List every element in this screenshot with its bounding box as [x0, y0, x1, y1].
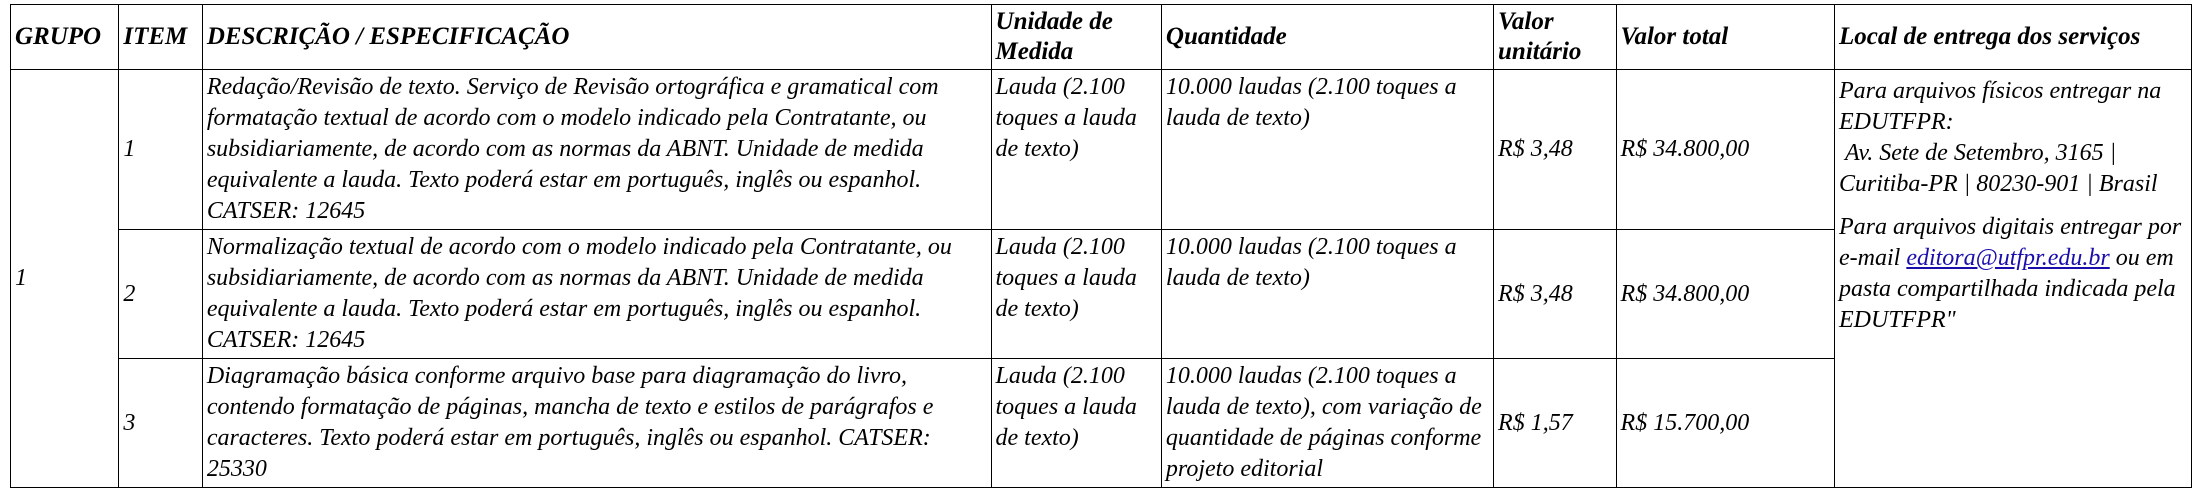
- local-fisico: [1839, 76, 2187, 200]
- specification-table: [10, 4, 2192, 488]
- cell-unidade: Lauda (2.100 toques a lauda de texto): [991, 230, 1161, 359]
- cell-unidade: Lauda (2.100 toques a lauda de texto): [991, 70, 1161, 230]
- cell-item: 1: [119, 70, 202, 230]
- local-digital: [1839, 212, 2187, 336]
- header-grupo: GRUPO: [11, 5, 119, 70]
- cell-quantidade: 10.000 laudas (2.100 toques a lauda de texto), com variação de quantidade de páginas conforme projeto editorial: [1161, 359, 1493, 488]
- cell-grupo: 1: [11, 70, 119, 488]
- cell-valor-unitario: R$ 3,48: [1494, 70, 1617, 230]
- local-digital-prefix: Para arquivos digitais entregar por e-mail: [1839, 214, 2182, 271]
- cell-descricao: Diagramação básica conforme arquivo base para diagramação do livro, contendo formatação de páginas, mancha de texto e estilos de parágrafos e caracteres. Texto poderá estar em português, inglês ou espanhol. CATSER: 25330: [202, 359, 991, 488]
- header-item: ITEM: [119, 5, 202, 70]
- cell-valor-total: R$ 15.700,00: [1616, 359, 1834, 488]
- cell-item: 3: [119, 359, 202, 488]
- header-quantidade: Quantidade: [1161, 5, 1493, 70]
- local-digital-suffix: ou em pasta compartilhada indicada pela EDUTFPR": [1839, 245, 2176, 333]
- cell-item: 2: [119, 230, 202, 359]
- cell-unidade: Lauda (2.100 toques a lauda de texto): [991, 359, 1161, 488]
- cell-valor-unitario: R$ 3,48: [1494, 230, 1617, 359]
- header-valor-total: Valor total: [1616, 5, 1834, 70]
- table-row: [11, 70, 2192, 230]
- header-descricao: DESCRIÇÃO / ESPECIFICAÇÃO: [202, 5, 991, 70]
- cell-descricao: Redação/Revisão de texto. Serviço de Revisão ortográfica e gramatical com formatação textual de acordo com o modelo indicado pela Contratante, ou subsidiariamente, de acordo com as normas da ABNT. Unidade de medida equivalente a lauda. Texto poderá estar em português, inglês ou espanhol. CATSER: 12645: [202, 70, 991, 230]
- cell-valor-total: R$ 34.800,00: [1616, 230, 1834, 359]
- header-local: Local de entrega dos serviços: [1835, 5, 2192, 70]
- local-endereco: Av. Sete de Setembro, 3165 | Curitiba-PR | 80230-901 | Brasil: [1839, 140, 2158, 197]
- cell-local: [1835, 70, 2192, 488]
- cell-valor-unitario: R$ 1,57: [1494, 359, 1617, 488]
- cell-valor-total: R$ 34.800,00: [1616, 70, 1834, 230]
- local-fisico-intro: Para arquivos físicos entregar na EDUTFPR:: [1839, 78, 2162, 135]
- header-unidade: Unidade de Medida: [991, 5, 1161, 70]
- cell-quantidade: 10.000 laudas (2.100 toques a lauda de texto): [1161, 230, 1493, 359]
- cell-quantidade: 10.000 laudas (2.100 toques a lauda de texto): [1161, 70, 1493, 230]
- header-valor-unitario: Valor unitário: [1494, 5, 1617, 70]
- cell-descricao: Normalização textual de acordo com o modelo indicado pela Contratante, ou subsidiariamente, de acordo com as normas da ABNT. Unidade de medida equivalente a lauda. Texto poderá estar em português, inglês ou espanhol. CATSER: 12645: [202, 230, 991, 359]
- email-link[interactable]: editora@utfpr.edu.br: [1906, 245, 2110, 271]
- header-row: [11, 5, 2192, 70]
